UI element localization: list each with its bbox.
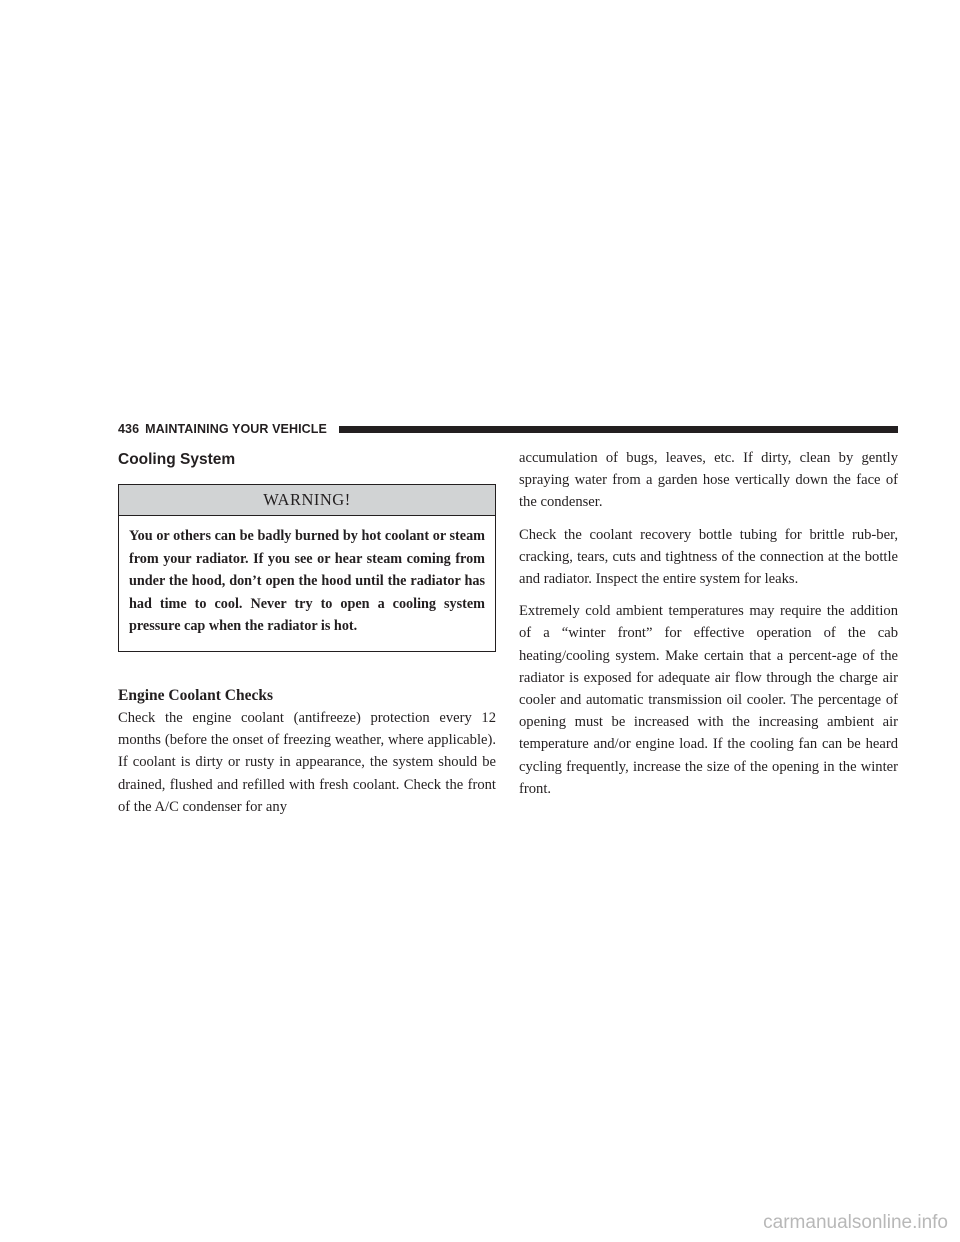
subsection-heading: Engine Coolant Checks xyxy=(118,686,274,704)
body-paragraph: Extremely cold ambient temperatures may require the addition of a “winter front” for effective operation of the cab heating/cooling system. Make certain that a percent-age of the radiator is exposed for adequate air flow through the charge air cooler and automatic transmission oil cooler. The percentage of opening must be increased with the increasing ambient air temperature and/or engine load. If the cooling fan can be heard cycling frequently, increase the size of the opening in the winter front. xyxy=(519,603,898,797)
warning-title: WARNING! xyxy=(119,485,495,516)
header-rule xyxy=(339,426,898,433)
warning-box xyxy=(118,484,496,652)
section-title: MAINTAINING YOUR VEHICLE xyxy=(145,422,327,436)
right-column xyxy=(519,447,898,810)
page-header xyxy=(118,420,898,438)
body-paragraph: accumulation of bugs, leaves, etc. If dirty, clean by gently spraying water from a garden hose vertically down the face of the condenser. xyxy=(519,450,898,511)
watermark-text: carmanualsonline.info xyxy=(763,1212,948,1233)
body-paragraph: Check the coolant recovery bottle tubing for brittle rub-ber, cracking, tears, cuts and tightness of the connection at the bottle and radiator. Inspect the entire system for leaks. xyxy=(519,526,898,588)
section-heading: Cooling System xyxy=(118,451,236,468)
warning-text: You or others can be badly burned by hot coolant or steam from your radiator. If you see or hear steam coming from under the hood, don’t open the hood until the radiator has had time to cool. Never try to open a cooling system pressure cap when the radiator is hot. xyxy=(129,528,485,635)
body-paragraph: Check the engine coolant (antifreeze) protection every 12 months (before the onset of freezing weather, where applicable). If coolant is dirty or rusty in appearance, the system should be drained, flushed and refilled with fresh coolant. Check the front of the A/C condenser for any xyxy=(118,709,496,815)
left-column xyxy=(118,449,496,818)
page-number: 436 xyxy=(118,422,140,436)
